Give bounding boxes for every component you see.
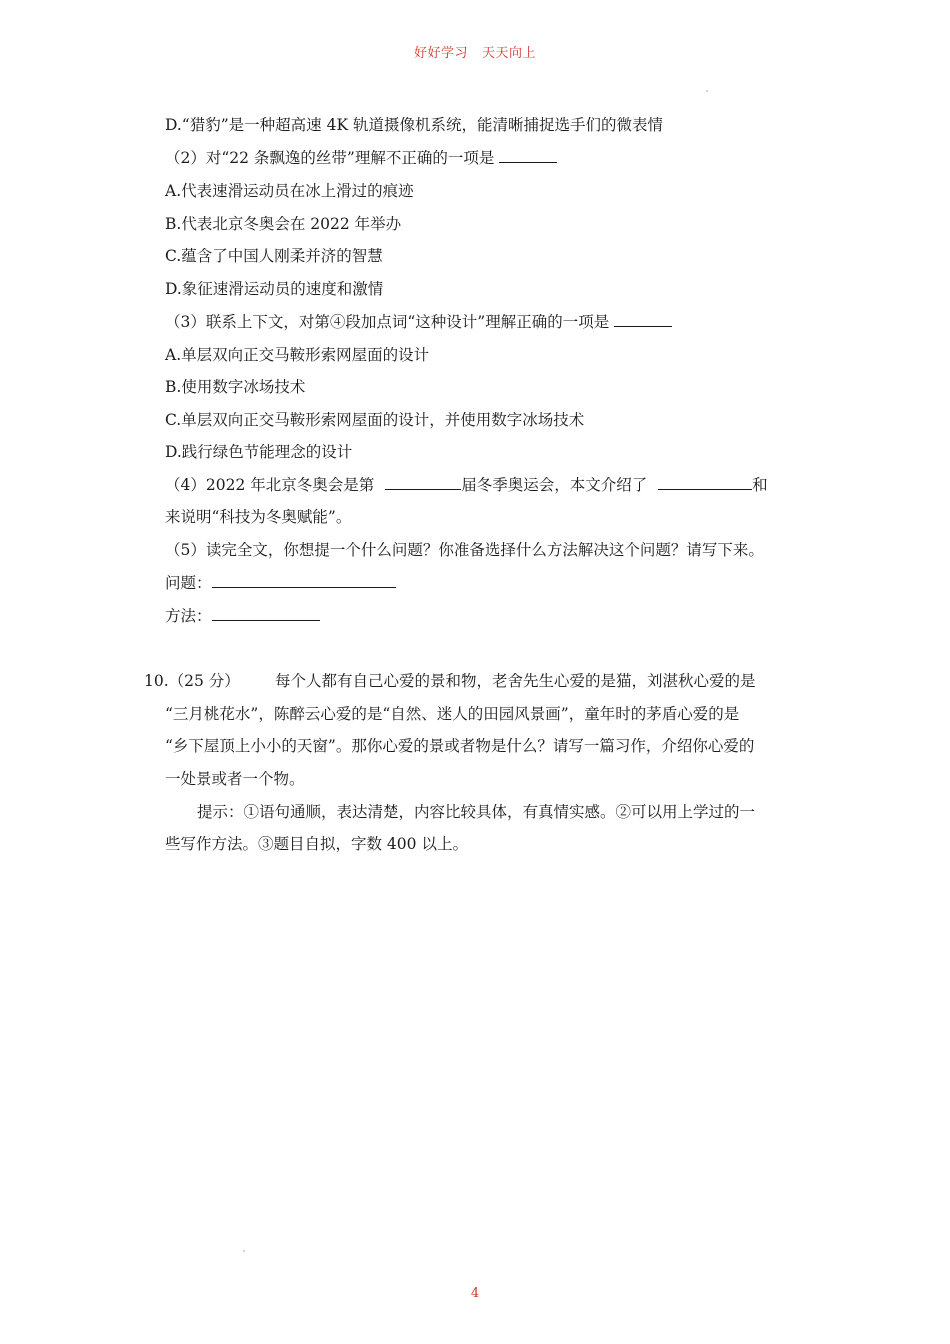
page-number: 4 [470,1286,480,1301]
q9-2-answer-blank[interactable] [499,148,557,163]
q9-3-stem [165,312,672,332]
q9-2-stem-text: （2）对“22 条飘逸的丝带”理解不正确的一项是 [165,149,495,167]
q9-5-method-label: 方法： [165,607,212,625]
scan-speck [243,1250,245,1252]
q9-2-option-b: B.代表北京冬奥会在 2022 年举办 [165,215,402,233]
q10-line1: 每个人都有自己心爱的景和物，老舍先生心爱的是猫，刘湛秋心爱的是 [275,672,756,690]
q10-number: 10.（25 分） [144,672,240,690]
q9-2-stem [165,148,557,168]
q9-4-blank-edition[interactable] [385,475,461,490]
q9-4-part2: 届冬季奥运会，本文介绍了 [461,476,648,494]
q9-4-part1: （4）2022 年北京冬奥会是第 [165,476,375,494]
q10-tip-line1: 提示：①语句通顺，表达清楚，内容比较具体，有真情实感。②可以用上学过的一 [197,803,756,821]
q9-4-blank-content[interactable] [658,475,752,490]
q9-4-line2: 来说明“科技为冬奥赋能”。 [165,508,352,526]
q9-5-method-blank[interactable] [212,606,320,621]
q10-line4: 一处景或者一个物。 [165,770,305,788]
q9-2-option-c: C.蕴含了中国人刚柔并济的智慧 [165,247,383,265]
q9-3-option-b: B.使用数字冰场技术 [165,378,306,396]
header-right-text: 天天向上 [482,46,537,61]
q9-4-line1 [165,475,768,495]
q9-1-option-d: D.“猎豹”是一种超高速 4K 轨道摄像机系统，能清晰捕捉选手们的微表情 [165,116,663,134]
q9-3-option-d: D.践行绿色节能理念的设计 [165,443,353,461]
q9-5-question-label: 问题： [165,574,212,592]
q9-5-stem: （5）读完全文，你想提一个什么问题？你准备选择什么方法解决这个问题？请写下来。 [165,541,764,559]
q9-4-part3: 和 [752,476,768,494]
q9-5-question-blank[interactable] [212,573,396,588]
q9-3-option-a: A.单层双向正交马鞍形索网屋面的设计 [165,346,430,364]
q9-3-answer-blank[interactable] [614,312,672,327]
q9-5-question-row [165,573,396,593]
q9-3-stem-text: （3）联系上下文，对第④段加点词“这种设计”理解正确的一项是 [165,313,610,331]
q9-2-option-a: A.代表速滑运动员在冰上滑过的痕迹 [165,182,414,200]
page-header [0,42,950,61]
q10-tip-line2: 些写作方法。③题目自拟，字数 400 以上。 [165,835,468,853]
q9-3-option-c: C.单层双向正交马鞍形索网屋面的设计，并使用数字冰场技术 [165,411,585,429]
q9-5-method-row [165,606,320,626]
q10-line2: “三月桃花水”，陈醉云心爱的是“自然、迷人的田园风景画”，童年时的茅盾心爱的是 [165,705,740,723]
scan-speck [706,90,708,92]
header-left-text: 好好学习 [413,46,468,61]
q10-line3: “乡下屋顶上小小的天窗”。那你心爱的景或者物是什么？请写一篇习作，介绍你心爱的 [165,737,755,755]
q9-2-option-d: D.象征速滑运动员的速度和激情 [165,280,384,298]
